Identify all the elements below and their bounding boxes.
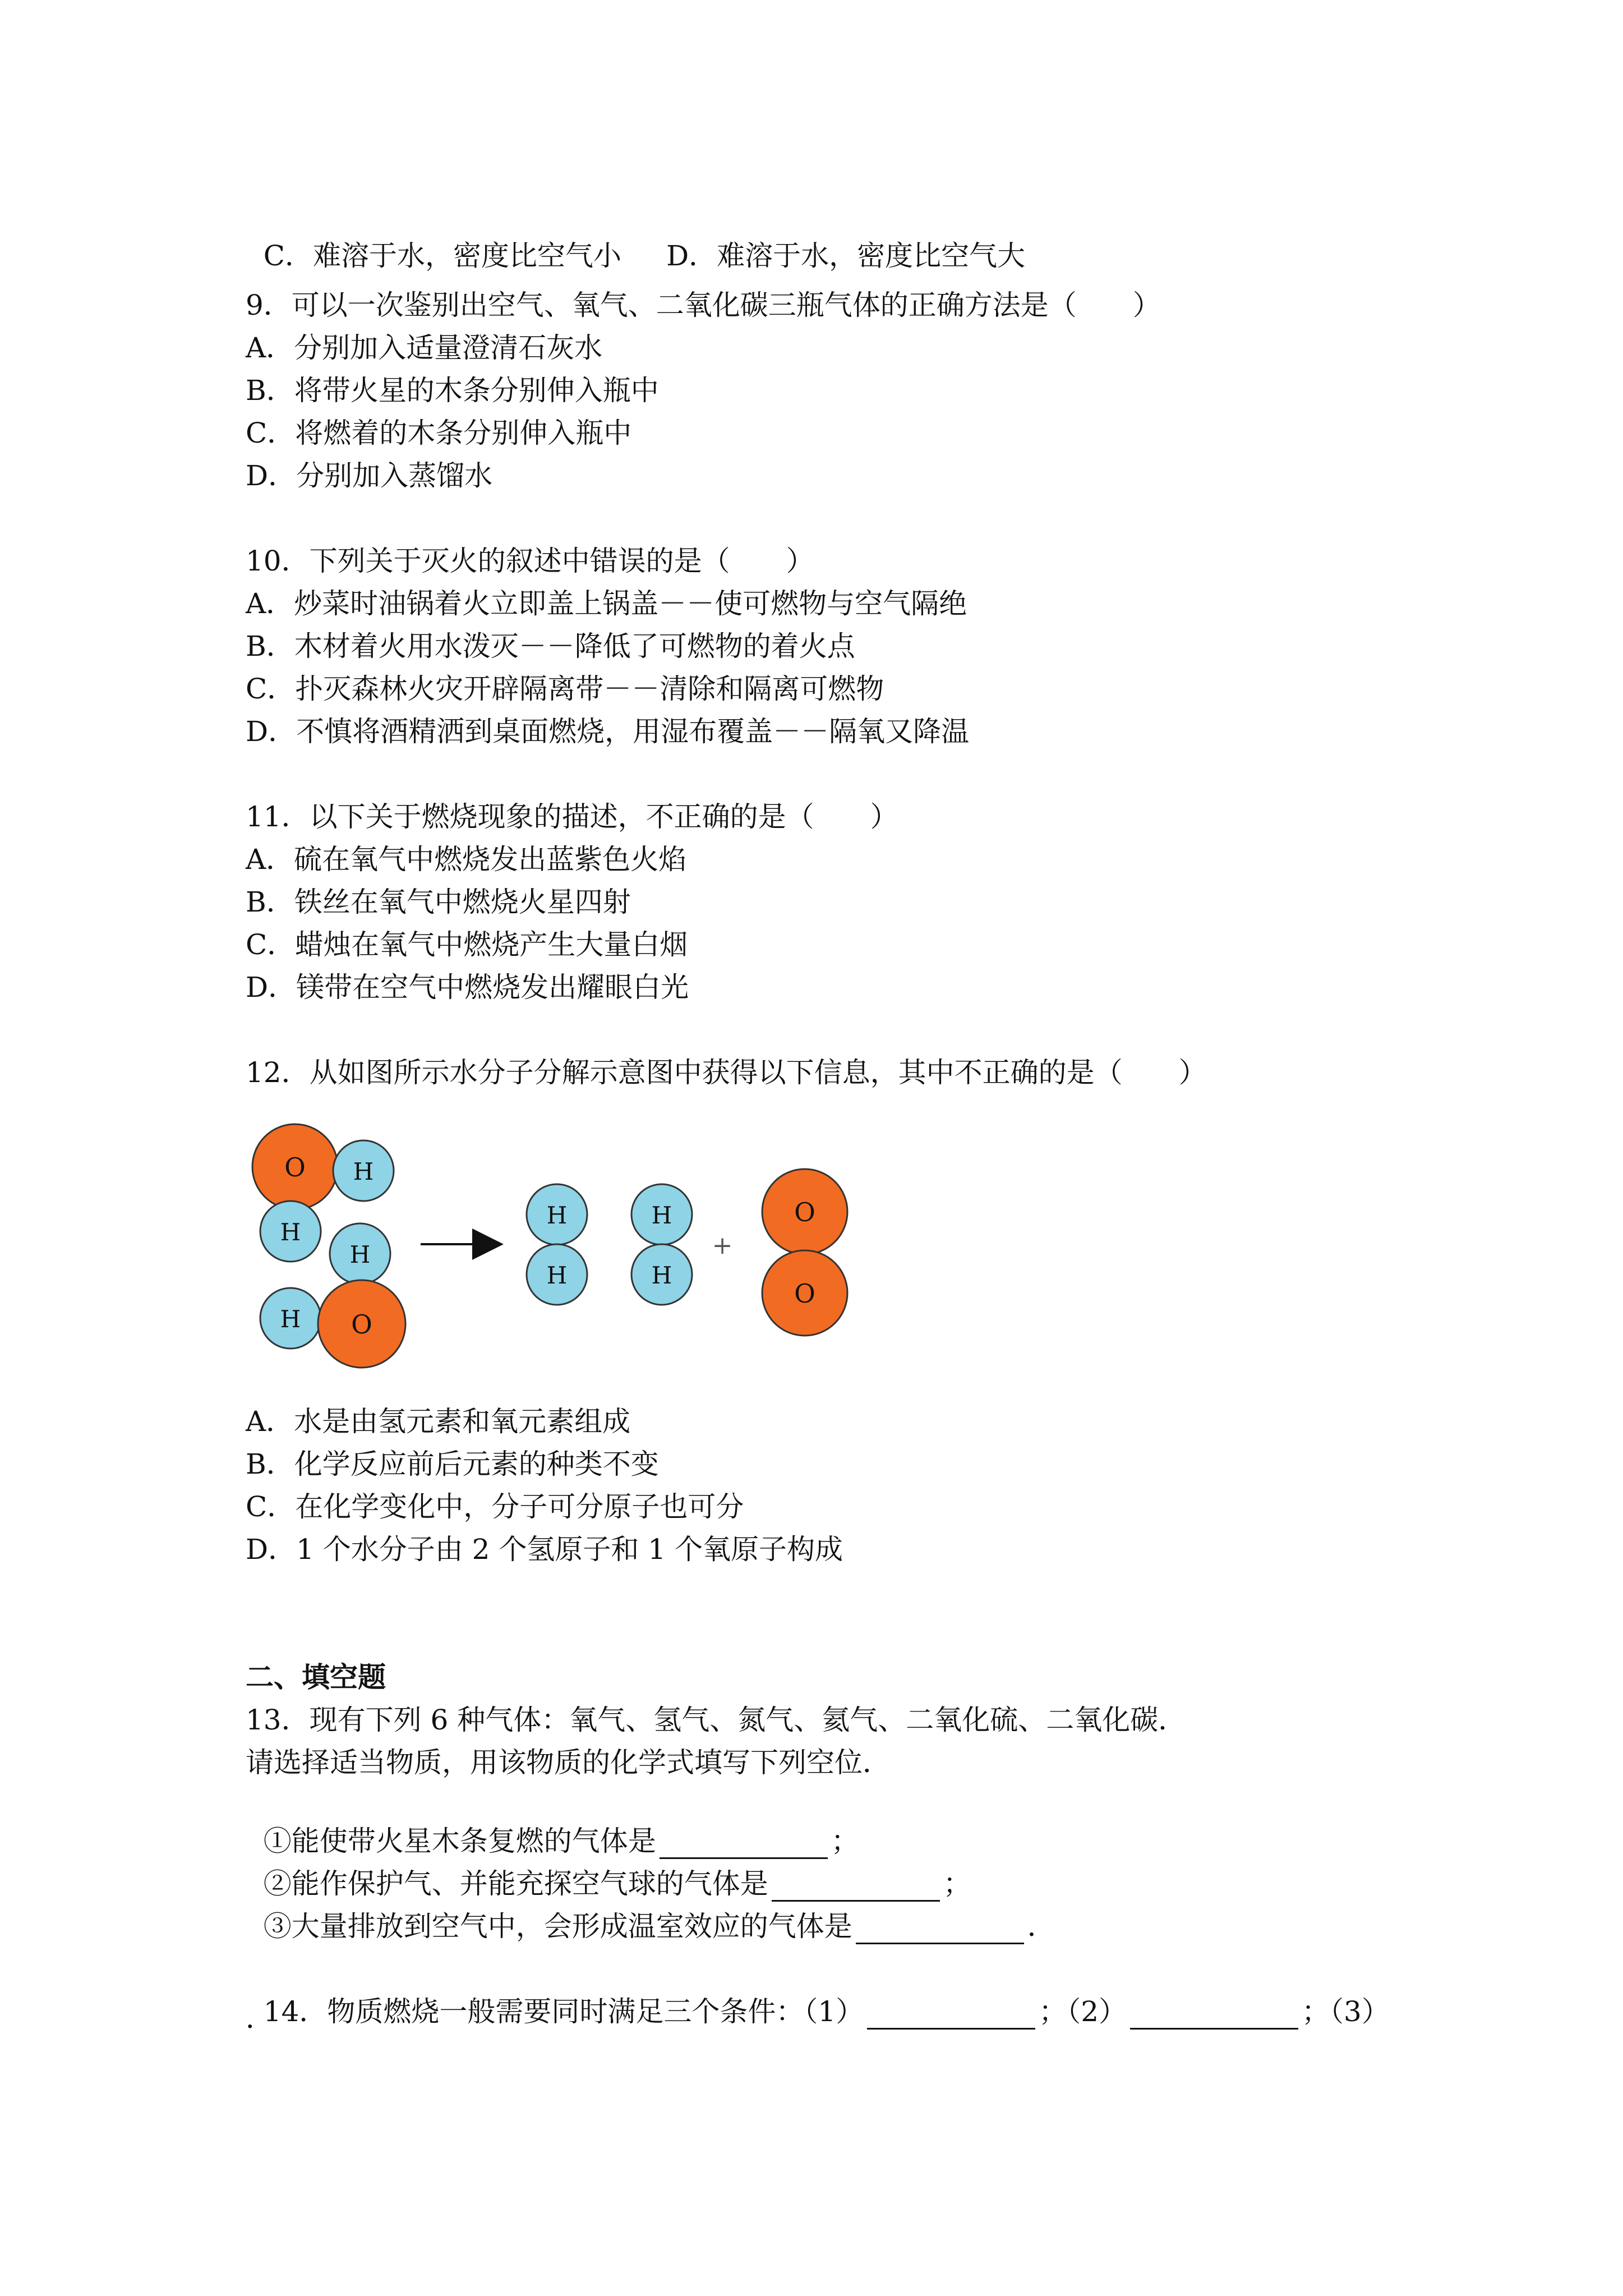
q14-stem bbox=[246, 1958, 1390, 2030]
hydrogen-label: H bbox=[546, 1262, 568, 1289]
q9-option-a: A．分别加入适量澄清石灰水 bbox=[246, 332, 603, 364]
q9-option-c: C．将燃着的木条分别伸入瓶中 bbox=[246, 417, 632, 449]
oxygen-label: O bbox=[284, 1152, 306, 1182]
q11-option-c: C．蜡烛在氧气中燃烧产生大量白烟 bbox=[246, 928, 688, 961]
q11-stem: 11．以下关于燃烧现象的描述，不正确的是（ ） bbox=[246, 800, 898, 833]
q9-option-b: B．将带火星的木条分别伸入瓶中 bbox=[246, 374, 659, 407]
q13-instruction: 请选择适当物质，用该物质的化学式填写下列空位． bbox=[246, 1746, 891, 1779]
oxygen-molecule bbox=[762, 1169, 847, 1336]
q14-end: ． bbox=[246, 2002, 274, 2035]
q14-separator-1: ；（2） bbox=[1039, 1995, 1127, 2028]
hydrogen-label: H bbox=[349, 1241, 371, 1268]
oxygen-label: O bbox=[794, 1278, 815, 1309]
section-heading: 二、填空题 bbox=[246, 1661, 386, 1694]
hydrogen-molecule-2 bbox=[631, 1184, 692, 1305]
q10-option-c: C．扑灭森林火灾开辟隔离带－－清除和隔离可燃物 bbox=[246, 673, 884, 705]
answer-blank[interactable] bbox=[867, 1999, 1035, 2030]
q12-option-a: A．水是由氢元素和氧元素组成 bbox=[246, 1405, 631, 1438]
oxygen-label: O bbox=[794, 1197, 815, 1227]
q9-option-d: D．分别加入蒸馏水 bbox=[246, 459, 493, 492]
q12-option-b: B．化学反应前后元素的种类不变 bbox=[246, 1448, 659, 1480]
q12-option-c: C．在化学变化中，分子可分原子也可分 bbox=[246, 1490, 744, 1523]
hydrogen-label: H bbox=[546, 1202, 568, 1229]
answer-blank[interactable] bbox=[856, 1913, 1024, 1944]
q13-item-1-text: ①能使带火星木条复燃的气体是 bbox=[263, 1825, 656, 1857]
hydrogen-label: H bbox=[651, 1262, 672, 1289]
q13-item-3-text: ③大量排放到空气中，会形成温室效应的气体是 bbox=[263, 1910, 852, 1943]
q10-stem: 10．下列关于灭火的叙述中错误的是（ ） bbox=[246, 545, 814, 577]
answer-blank[interactable] bbox=[1130, 1999, 1298, 2030]
q13-stem: 13．现有下列 6 种气体：氧气、氢气、氮气、氦气、二氧化硫、二氧化碳． bbox=[246, 1704, 1187, 1736]
q8-options-row bbox=[246, 202, 1025, 274]
q14-separator-2: ；（3） bbox=[1302, 1995, 1390, 2028]
q10-option-d: D．不慎将酒精洒到桌面燃烧，用湿布覆盖－－隔氧又降温 bbox=[246, 715, 970, 748]
q10-option-b: B．木材着火用水泼灭－－降低了可燃物的着火点 bbox=[246, 630, 855, 662]
hydrogen-molecule-1 bbox=[527, 1184, 587, 1305]
hydrogen-label: H bbox=[353, 1158, 374, 1185]
q8-option-c: C．难溶于水，密度比空气小 bbox=[263, 240, 622, 272]
water-decomposition-diagram bbox=[241, 1114, 886, 1383]
q11-option-d: D．镁带在空气中燃烧发出耀眼白光 bbox=[246, 971, 689, 1004]
q13-item-3 bbox=[246, 1872, 1055, 1944]
q10-option-a: A．炒菜时油锅着火立即盖上锅盖－－使可燃物与空气隔绝 bbox=[246, 587, 967, 620]
oxygen-label: O bbox=[351, 1309, 372, 1340]
q8-option-d: D．难溶于水，密度比空气大 bbox=[666, 240, 1026, 272]
q11-option-a: A．硫在氧气中燃烧发出蓝紫色火焰 bbox=[246, 843, 687, 876]
hydrogen-label: H bbox=[280, 1218, 301, 1246]
plus-sign: + bbox=[712, 1231, 733, 1260]
q13-item-1-end: ； bbox=[831, 1825, 859, 1857]
q9-stem: 9．可以一次鉴别出空气、氧气、二氧化碳三瓶气体的正确方法是（ ） bbox=[246, 289, 1161, 321]
hydrogen-label: H bbox=[280, 1305, 301, 1333]
hydrogen-label: H bbox=[651, 1202, 672, 1229]
q12-stem: 12．从如图所示水分子分解示意图中获得以下信息，其中不正确的是（ ） bbox=[246, 1056, 1207, 1089]
q13-item-3-end: ． bbox=[1027, 1910, 1055, 1943]
q12-option-d: D．1 个水分子由 2 个氢原子和 1 个氧原子构成 bbox=[246, 1533, 843, 1566]
q11-option-b: B．铁丝在氧气中燃烧火星四射 bbox=[246, 886, 631, 918]
q13-item-2-end: ； bbox=[943, 1867, 971, 1900]
q13-item-2-text: ②能作保护气、并能充探空气球的气体是 bbox=[263, 1867, 768, 1900]
q14-stem-text: 14．物质燃烧一般需要同时满足三个条件：（1） bbox=[263, 1995, 864, 2028]
